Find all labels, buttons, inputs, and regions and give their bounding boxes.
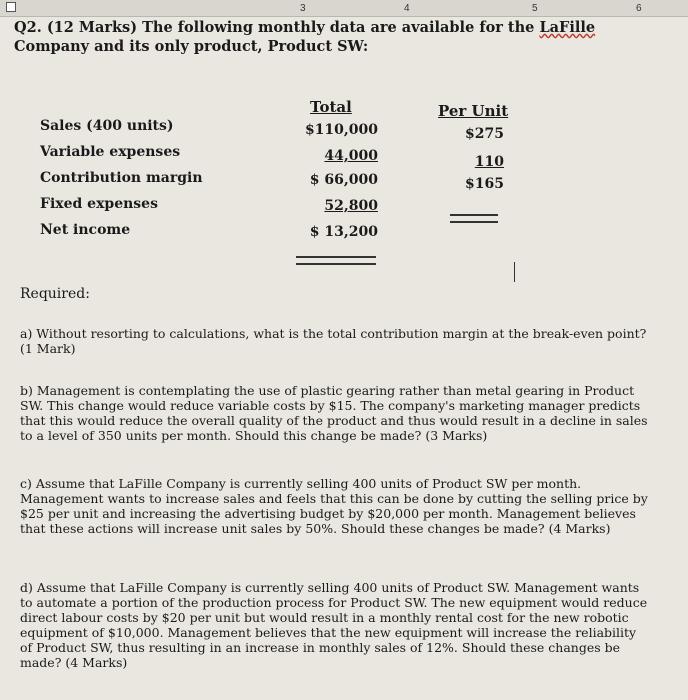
header-total: Total	[310, 98, 352, 116]
part-a: a) Without resorting to calculations, what is the total contribution margin at the break-even point? (1 Mark)	[20, 326, 647, 356]
total-sales: $110,000	[304, 122, 378, 138]
total-variable: 44,000	[324, 148, 378, 164]
row-label-sales: Sales (400 units)	[40, 118, 174, 134]
part-d: d) Assume that LaFille Company is currently selling 400 units of Product SW. Management wants to automate a portion of the production process for Product SW. The new equipment would reduce direct labour costs by $20 per unit but would result in a monthly rental cost for the new robotic equipment of $10,000. Management believes that the new equipment will increase the reliability of Product SW, thus resulting in an increase in monthly sales of 12%. Should these changes be made? (4 Marks)	[20, 580, 648, 670]
total-double-underline	[296, 256, 376, 265]
title-suffix: Company and its only product, Product SW:	[14, 38, 369, 55]
required-heading: Required:	[20, 286, 90, 302]
total-net-income: $ 13,200	[309, 224, 378, 240]
company-name: LaFille	[539, 19, 596, 36]
text-cursor	[514, 262, 515, 282]
row-label-variable: Variable expenses	[40, 144, 181, 160]
part-c: c) Assume that LaFille Company is currently selling 400 units of Product SW per month. Management wants to increase sales and feels that this can be done by cutting the selling price by $25 per unit and increasing the advertising budget by $20,000 per month. Management believes that these actions will increase unit sales by 50%. Should these changes be made? (4 Marks)	[20, 476, 648, 536]
per-unit-contribution: $165	[465, 176, 504, 192]
per-unit-double-underline	[450, 214, 498, 223]
ruler-mark-4: 4	[404, 3, 410, 14]
row-label-net-income: Net income	[40, 222, 131, 238]
question-title	[14, 18, 674, 56]
title-prefix: Q2. (12 Marks) The following monthly data are available for the	[14, 19, 540, 36]
header-per-unit: Per Unit	[438, 102, 509, 120]
ruler-mark-3: 3	[300, 3, 306, 14]
row-label-fixed: Fixed expenses	[40, 196, 158, 212]
row-label-contribution: Contribution margin	[40, 170, 203, 186]
part-b: b) Management is contemplating the use of plastic gearing rather than metal gearing in Product SW. This change would reduce variable costs by $15. The company's marketing manager predicts that this would reduce the overall quality of the product and thus would result in a decline in sales to a level of 350 units per month. Should this change be made? (3 Marks)	[20, 383, 648, 443]
ruler-mark-5: 5	[532, 3, 538, 14]
income-statement-table	[40, 96, 560, 276]
per-unit-variable: 110	[474, 154, 504, 170]
ruler	[0, 0, 688, 17]
per-unit-sales: $275	[465, 126, 504, 142]
checkbox-marker	[6, 2, 16, 12]
total-contribution: $ 66,000	[309, 172, 378, 188]
total-fixed: 52,800	[324, 198, 378, 214]
ruler-mark-6: 6	[636, 3, 642, 14]
